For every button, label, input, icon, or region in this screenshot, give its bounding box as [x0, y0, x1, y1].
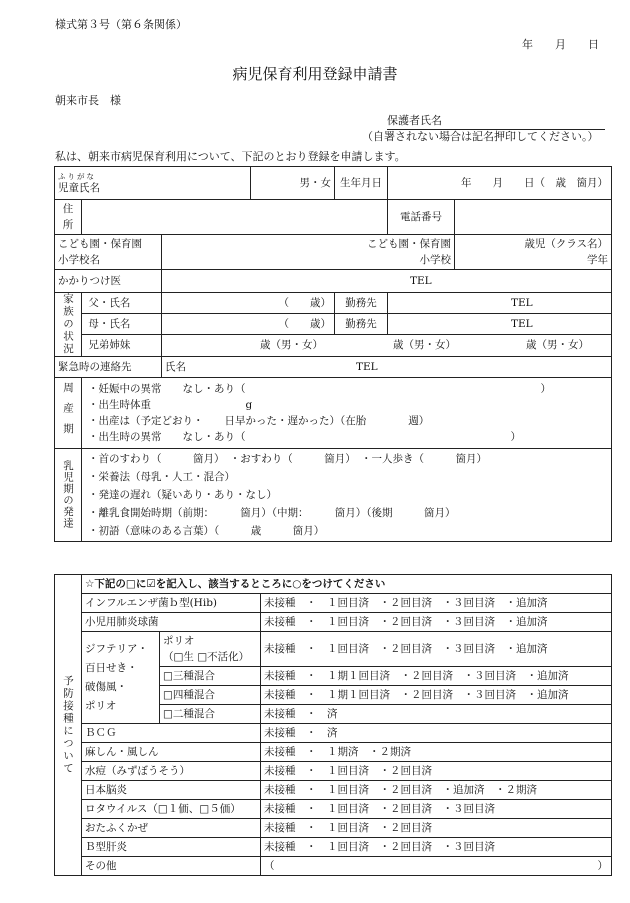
father-work-label: 勤務先 — [335, 293, 388, 314]
perinatal-details[interactable]: ・妊娠中の異常 なし・あり（ ） ・出生時体重 g ・出産は（予定どおり・ 日早かった・遅かった）（在胎 週） ・出生時の異常 なし・あり（ ） — [82, 377, 612, 448]
father-name-label: 父・氏名 — [82, 293, 162, 314]
class-field[interactable]: 歳児（クラス名） 学年 — [455, 235, 612, 270]
page-title: 病児保育利用登録申請書 — [232, 65, 398, 83]
vaccine-status[interactable]: 未接種 ・ １回目済 ・２回目済 ・追加済 ・２期済 — [261, 781, 612, 800]
mother-name-label: 母・氏名 — [82, 314, 162, 335]
vaccine-status[interactable]: 未接種 ・ １回目済 ・２回目済 — [261, 762, 612, 781]
father-name-field[interactable]: （ 歳） — [162, 293, 335, 314]
vaccine-checkbox-label[interactable]: □三種混合 — [160, 667, 261, 686]
vaccine-status[interactable]: 未接種 ・ 済 — [261, 724, 612, 743]
family-section-label: 家族の状況 — [55, 293, 82, 357]
vaccination-instruction: ☆下記の□に☑を記入し、該当するところに○をつけてください — [82, 575, 612, 594]
furigana-label: ふりがな — [58, 171, 96, 181]
child-name-cell[interactable] — [55, 167, 251, 200]
siblings-field[interactable]: 歳（男・女） 歳（男・女） 歳（男・女） — [162, 335, 612, 356]
address-label: 住 所 — [55, 200, 82, 235]
vaccine-checkbox-label[interactable]: □二種混合 — [160, 705, 261, 724]
vaccination-section-label: 予防接種について — [55, 575, 82, 876]
emergency-label: 緊急時の連絡先 — [55, 356, 162, 377]
dtp-label: ジフテリア・ 百日せき・ 破傷風・ ポリオ — [82, 632, 160, 724]
phone-field[interactable] — [455, 200, 612, 235]
perinatal-section-label: 周産期 — [55, 377, 82, 448]
signature-note: （自署されない場合は記名押印してください。） — [362, 130, 599, 143]
vaccine-status[interactable]: 未接種 ・ １回目済 ・２回目済 — [261, 819, 612, 838]
doctor-label: かかりつけ医 — [55, 270, 162, 293]
birth-label: 生年月日 — [335, 167, 388, 200]
child-info-table — [54, 166, 612, 542]
vaccine-status[interactable]: 未接種 ・ １回目済 ・２回目済 ・３回目済 ・追加済 — [261, 594, 612, 613]
doctor-field[interactable]: TEL — [162, 270, 612, 293]
vaccine-name: 小児用肺炎球菌 — [82, 613, 261, 632]
vaccine-status[interactable]: 未接種 ・ １回目済 ・２回目済 ・３回目済 — [261, 838, 612, 857]
intro-text: 私は、朝来市病児保育利用について、下記のとおり登録を申請します。 — [55, 150, 406, 163]
phone-label: 電話番号 — [388, 200, 455, 235]
vaccine-name: その他 — [82, 857, 261, 876]
vaccine-status[interactable]: 未接種 ・ 済 — [261, 705, 612, 724]
siblings-label: 兄弟姉妹 — [82, 335, 162, 356]
vaccine-name: Ｂ型肝炎 — [82, 838, 261, 857]
vaccination-table — [54, 574, 612, 876]
infant-section-label: 乳児期の発達 — [55, 448, 82, 541]
form-number: 様式第３号（第６条関係） — [55, 18, 187, 31]
vaccine-name[interactable]: ロタウイルス（□１価、□５価） — [82, 800, 261, 819]
birth-date-field[interactable]: 年 月 日（ 歳 箇月） — [388, 167, 612, 200]
vaccine-status[interactable]: 未接種 ・ １期済 ・２期済 — [261, 743, 612, 762]
vaccine-status[interactable]: 未接種 ・ １回目済 ・２回目済 ・３回目済 ・追加済 — [261, 613, 612, 632]
vaccine-checkbox-label[interactable]: □四種混合 — [160, 686, 261, 705]
vaccine-name: おたふくかぜ — [82, 819, 261, 838]
mother-name-field[interactable]: （ 歳） — [162, 314, 335, 335]
emergency-field[interactable]: 氏名 TEL — [162, 356, 612, 377]
infant-details[interactable]: ・首のすわり（ 箇月） ・おすわり（ 箇月） ・一人歩き（ 箇月） ・栄養法（母乳・人工・混合） ・発達の遅れ（疑いあり・あり・なし） ・離乳食開始時期（前期： 箇月）（中期： 箇月）（後期 箇月） ・初語（意味のある言葉）（ 歳 箇月） — [82, 448, 612, 541]
father-work-field[interactable]: TEL — [388, 293, 612, 314]
other-vaccine-field[interactable]: （ ） — [261, 857, 612, 876]
vaccine-status[interactable]: 未接種 ・ １期１回目済 ・２回目済 ・３回目済 ・追加済 — [261, 686, 612, 705]
vaccine-name: インフルエンザ菌ｂ型(Hib) — [82, 594, 261, 613]
sex-choice[interactable]: 男・女 — [251, 167, 335, 200]
vaccine-name: 麻しん・風しん — [82, 743, 261, 762]
child-name-label: 児童氏名 — [58, 181, 100, 194]
vaccine-name: 日本脳炎 — [82, 781, 261, 800]
polio-status[interactable]: 未接種 ・ １回目済 ・２回目済 ・３回目済 ・追加済 — [261, 632, 612, 667]
school-field[interactable]: こども園・保育園 小学校 — [162, 235, 455, 270]
vaccine-status[interactable]: 未接種 ・ １期１回目済 ・２回目済 ・３回目済 ・追加済 — [261, 667, 612, 686]
date-line: 年 月 日 — [522, 38, 599, 51]
mother-work-label: 勤務先 — [335, 314, 388, 335]
vaccine-name: ＢＣＧ — [82, 724, 261, 743]
mother-work-field[interactable]: TEL — [388, 314, 612, 335]
polio-label[interactable]: ポリオ （□生 □不活化） — [160, 632, 261, 667]
school-label: こども園・保育園 小学校名 — [55, 235, 162, 270]
vaccine-name: 水痘（みずぼうそう） — [82, 762, 261, 781]
vaccine-status[interactable]: 未接種 ・ １回目済 ・２回目済 ・３回目済 — [261, 800, 612, 819]
address-field[interactable] — [82, 200, 388, 235]
addressee: 朝来市長 様 — [55, 94, 121, 107]
guardian-name-label: 保護者氏名 — [387, 114, 442, 127]
